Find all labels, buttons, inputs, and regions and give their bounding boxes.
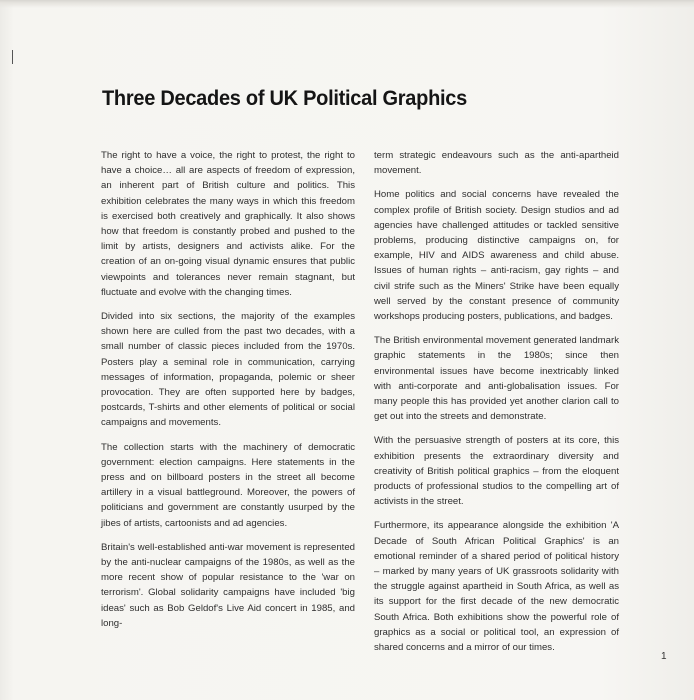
right-column [374,148,619,664]
margin-mark [12,50,13,64]
paragraph: The right to have a voice, the right to protest, the right to have a choice… all are aspects of freedom of expression, an inherent part of British culture and politics. This exhibition celebrates the many ways in which this freedom is exercised both creatively and graphically. It also shows how that freedom is constantly probed and pushed to the limit by artists, designers and activists alike. For the creation of an on-going visual dynamic ensures that public viewpoints and tolerances never remain stagnant, but fluctuate and evolve with the changing times. [101,150,355,298]
paragraph: With the persuasive strength of posters at its core, this exhibition presents the extraordinary diversity and creativity of British political graphics – from the eloquent products of professional studios to the compelling art of activists in the street. [374,435,619,508]
page-top-edge [0,0,694,8]
paragraph: Home politics and social concerns have revealed the complex profile of British society. Design studios and ad agencies have challenged attitudes or tackled sensitive problems, producing distinctive campaigns on, for example, HIV and AIDS awareness and child abuse. Issues of human rights – anti-racism, gay rights – and civil strife such as the Miners' Strike have been equally well served by the constant presence of community workshops producing posters, publications, and badges. [374,189,619,323]
paragraph: Furthermore, its appearance alongside the exhibition 'A Decade of South African Political Graphics' is an emotional reminder of a shared period of political history – marked by many years of UK grassroots solidarity with the struggle against apartheid in South Africa, as well as its support for the first decade of the new democratic South Africa. Both exhibitions show the powerful role of graphics as a social or political tool, an expression of shared concerns and a mirror of our times. [374,520,619,654]
page-title: Three Decades of UK Political Graphics [102,86,467,110]
page-number: 1 [661,651,667,662]
paragraph: Britain's well-established anti-war movement is represented by the anti-nuclear campaigns of the 1980s, as well as the more recent show of popular resistance to the 'war on terrorism'. Global solidarity campaigns have included 'big ideas' such as Bob Geldof's Live Aid concert in 1985, and long- [101,541,355,629]
paragraph: term strategic endeavours such as the anti-apartheid movement. [374,150,619,177]
paragraph: The British environmental movement generated landmark graphic statements in the 1980s; since then environmental issues have become inextricably linked with anti-corporate and anti-globalisation issues. For many people this has provided yet another clarion call to get out into the streets and demonstrate. [374,335,619,423]
paragraph: The collection starts with the machinery of democratic government: election campaigns. Here statements in the press and on billboard posters in the street all become artillery in a visual battleground. Moreover, the powers of politicians and government are constantly usurped by the jibes of artists, cartoonists and ad agencies. [101,441,355,529]
left-column [101,148,355,640]
paragraph: Divided into six sections, the majority of the examples shown here are culled from the past two decades, with a small number of classic pieces included from the 1970s. Posters play a seminal role in communication, carrying messages of information, propaganda, polemic or sheer provocation. They are often supported here by badges, postcards, T-shirts and other elements of political or social campaigns and movements. [101,311,355,429]
